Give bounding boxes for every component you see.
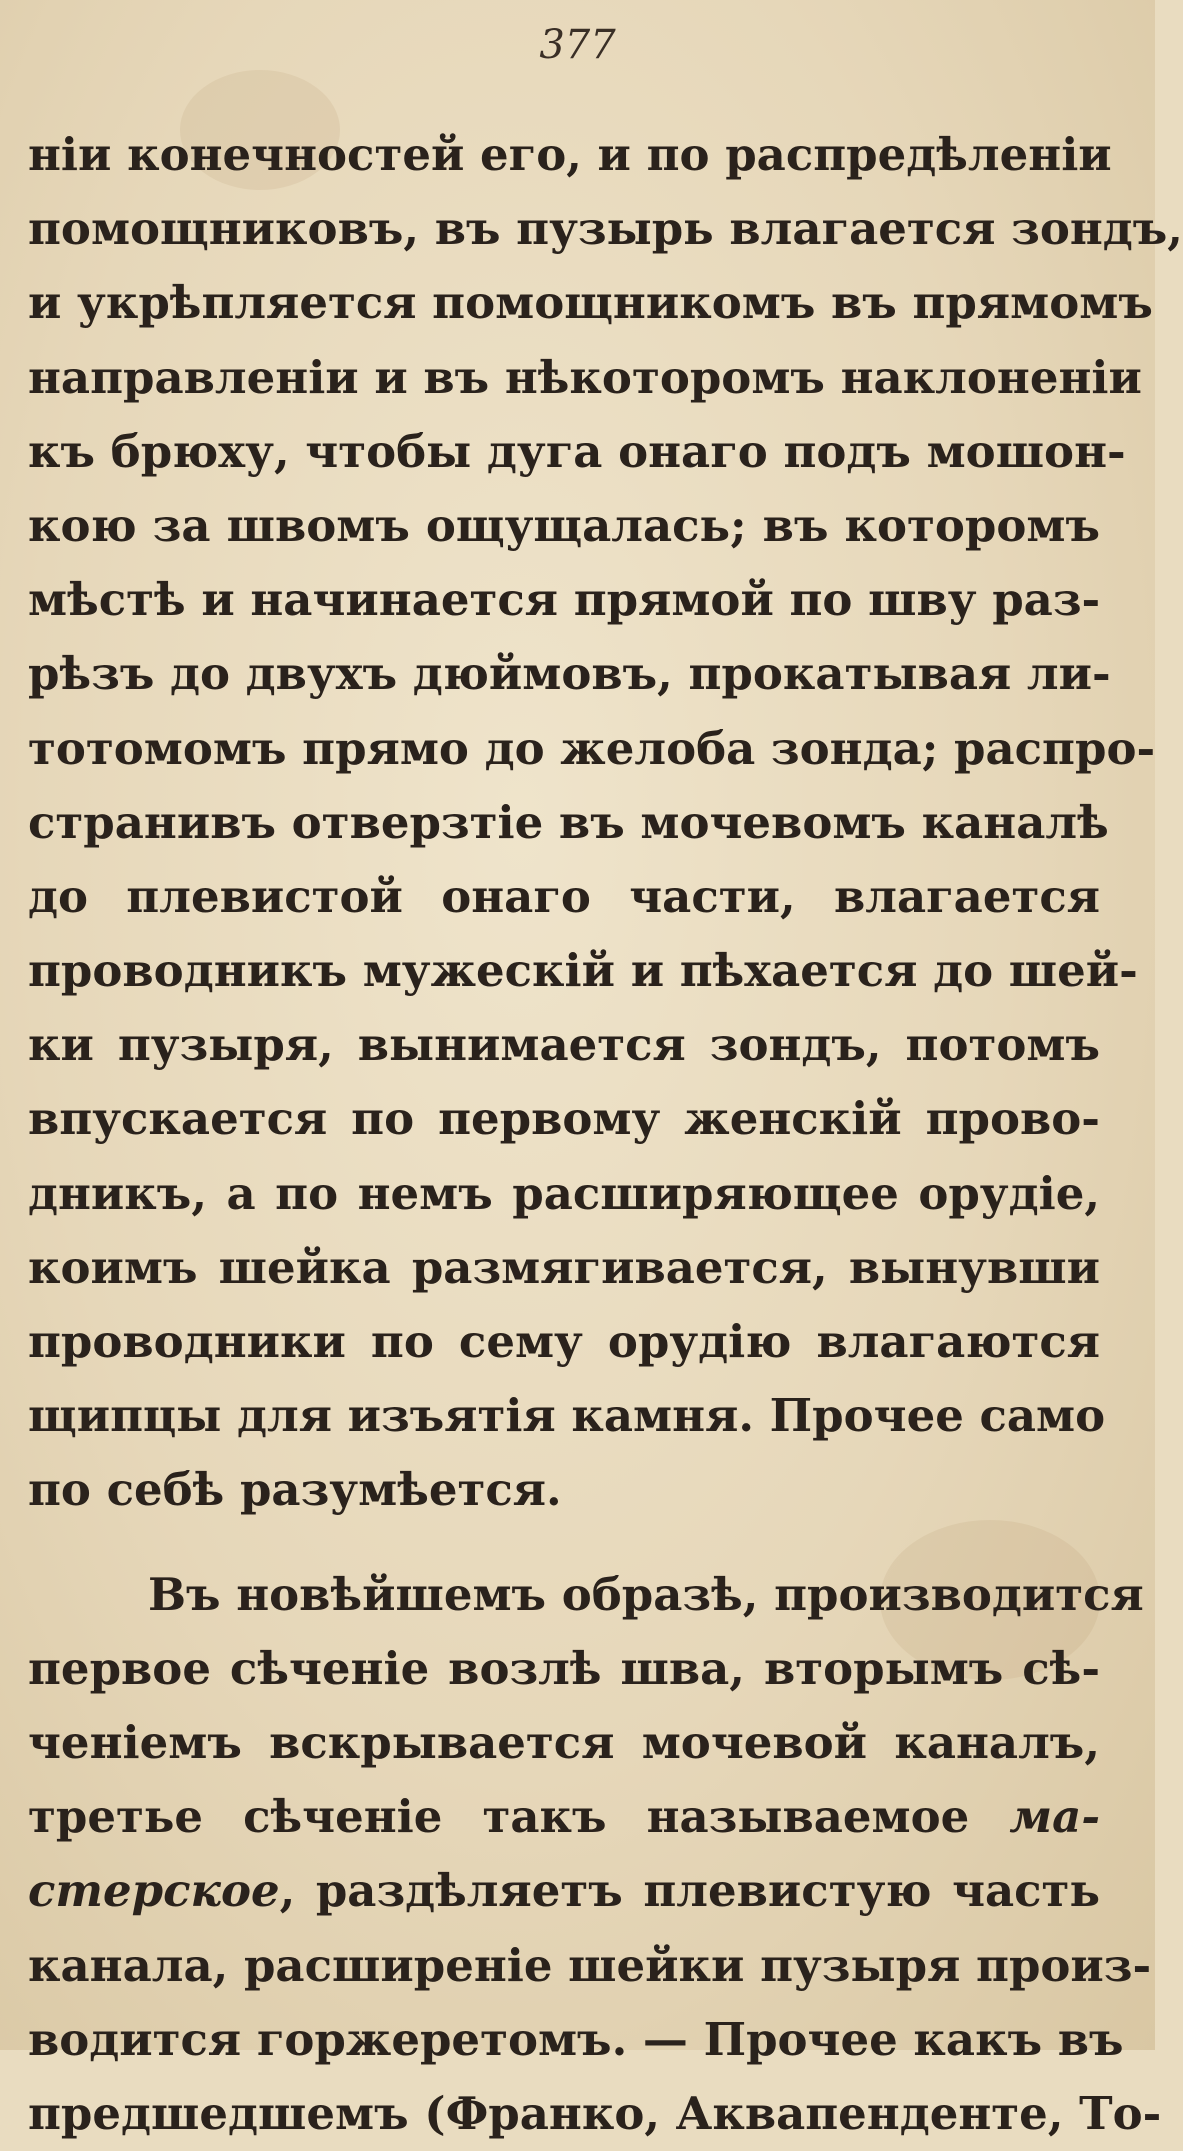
text-run: , раздѣляетъ плевистую часть: [279, 1864, 1100, 1918]
text-line: по себѣ разумѣется.: [28, 1463, 562, 1517]
text-line: странивъ отверзтiе въ мочевомъ каналѣ: [28, 795, 1109, 849]
text-run: третье сѣченiе такъ называемое: [28, 1790, 970, 1844]
text-line: предшедшемъ (Франко, Аквапенденте, То-: [28, 2086, 1162, 2140]
text-line: кою за швомъ ощущалась; въ которомъ: [28, 498, 1100, 552]
text-line: проводникъ мужескiй и пѣхается до шей-: [28, 944, 1138, 998]
text-line: дникъ, а по немъ расширяющее орудiе,: [28, 1166, 1100, 1220]
text-line: ки пузыря, вынимается зондъ, потомъ: [28, 1018, 1100, 1072]
text-line: проводники по сему орудiю влагаются: [28, 1315, 1100, 1368]
page-number: 377: [539, 22, 616, 68]
text-line: [28, 1780, 1100, 1854]
text-line: нiи конечностей его, и по распредѣленiи: [28, 128, 1112, 181]
text-line: къ брюху, чтобы дуга онаго подъ мошон-: [28, 424, 1126, 478]
text-line: щипцы для изъятiя камня. Прочее само: [28, 1389, 1106, 1443]
text-line: коимъ шейка размягивается, вынувши: [28, 1240, 1100, 1294]
text-line: Въ новѣйшемъ образѣ, производится: [148, 1567, 1144, 1621]
italic-term: ма-: [1009, 1790, 1100, 1844]
text-line: рѣзъ до двухъ дюймовъ, прокатывая ли-: [28, 647, 1111, 701]
body-text: [28, 118, 1183, 2151]
text-line: первое сѣченiе возлѣ шва, вторымъ сѣ-: [28, 1641, 1100, 1695]
text-line: тотомомъ прямо до желоба зонда; распро-: [28, 721, 1156, 775]
text-line: канала, расширенiе шейки пузыря произ-: [28, 1938, 1152, 1992]
paragraph-gap: [28, 1528, 1100, 1558]
paragraph-2: [28, 1558, 1162, 2151]
text-line: помощниковъ, въ пузырь влагается зондъ,: [28, 202, 1183, 256]
text-line: [28, 1854, 1100, 1928]
text-line: водится горжеретомъ. — Прочее какъ въ: [28, 2012, 1124, 2066]
italic-term: стерское: [28, 1864, 280, 1918]
text-line: впускается по первому женскiй прово-: [28, 1092, 1100, 1146]
text-line: и укрѣпляется помощникомъ въ прямомъ: [28, 276, 1153, 330]
text-line: ченiемъ вскрывается мочевой каналъ,: [28, 1715, 1100, 1769]
text-line: направленiи и въ нѣкоторомъ наклоненiи: [28, 350, 1142, 404]
text-line: до плевистой онаго части, влагается: [28, 869, 1100, 923]
text-line: мѣстѣ и начинается прямой по шву раз-: [28, 573, 1101, 627]
paragraph-1: [28, 118, 1183, 1528]
